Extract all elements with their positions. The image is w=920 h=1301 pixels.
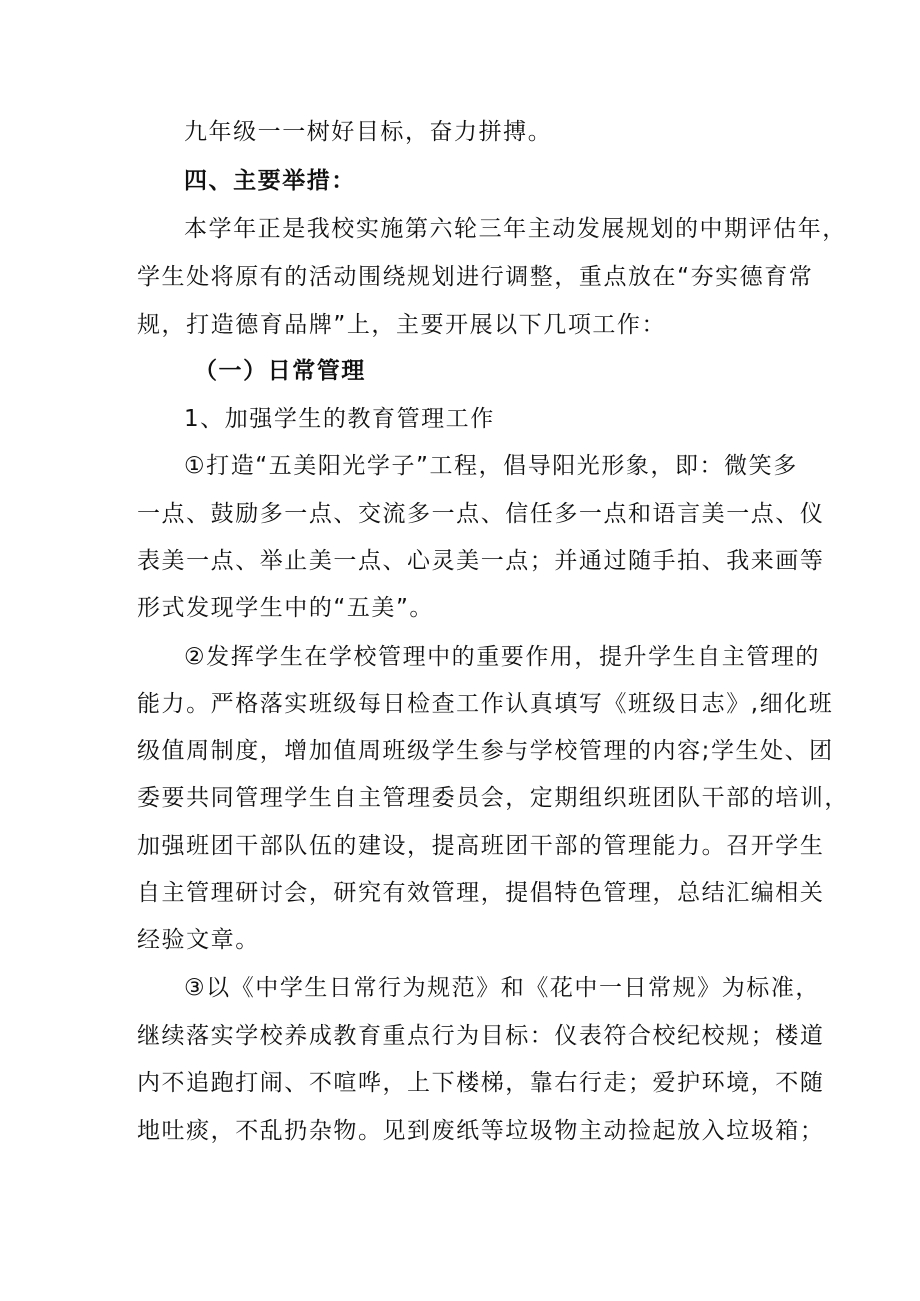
paragraph-line: 自主管理研讨会，研究有效管理，提倡特色管理，总结汇编相关 [137, 880, 825, 906]
paragraph-line: 学生处将原有的活动围绕规划进行调整，重点放在“夯实德育常 [137, 264, 814, 290]
text-line: 九年级一一树好目标，奋力拼搏。 [184, 119, 553, 145]
paragraph-line: 本学年正是我校实施第六轮三年主动发展规划的中期评估年， [184, 216, 847, 242]
paragraph-line: 加强班团干部队伍的建设，提高班团干部的管理能力。召开学生 [137, 833, 825, 859]
paragraph-line: 表美一点、举止美一点、心灵美一点；并通过随手拍、我来画等 [137, 548, 825, 574]
paragraph-line: ①打造“五美阳光学子”工程，倡导阳光形象，即：微笑多 [184, 453, 798, 479]
paragraph-line: 委要共同管理学生自主管理委员会，定期组织班团队干部的培训， [137, 785, 849, 811]
paragraph-line: 形式发现学生中的“五美”。 [137, 595, 434, 621]
subsection-heading: （一）日常管理 [194, 358, 366, 384]
paragraph-line: ③以《中学生日常行为规范》和《花中一日常规》为标准， [184, 975, 820, 1001]
paragraph-line: ②发挥学生在学校管理中的重要作用，提升学生自主管理的 [184, 644, 820, 670]
paragraph-line: 内不追跑打闹、不喧哗，上下楼梯，靠右行走；爱护环境，不随 [137, 1070, 825, 1096]
paragraph-line: 经验文章。 [137, 927, 260, 953]
paragraph-line: 一点、鼓励多一点、交流多一点、信任多一点和语言美一点、仪 [137, 501, 825, 527]
section-heading: 四、主要举措： [184, 168, 356, 194]
paragraph-line: 规，打造德育品牌”上，主要开展以下几项工作： [137, 312, 667, 338]
paragraph-line: 级值周制度，增加值周班级学生参与学校管理的内容;学生处、团 [137, 738, 834, 764]
paragraph-line: 继续落实学校养成教育重点行为目标：仪表符合校纪校规；楼道 [137, 1023, 825, 1049]
item-heading: 1、加强学生的教育管理工作 [184, 406, 495, 432]
paragraph-line: 能力。严格落实班级每日检查工作认真填写《班级日志》,细化班 [137, 691, 834, 717]
paragraph-line: 地吐痰，不乱扔杂物。见到废纸等垃圾物主动捡起放入垃圾箱； [137, 1118, 825, 1144]
